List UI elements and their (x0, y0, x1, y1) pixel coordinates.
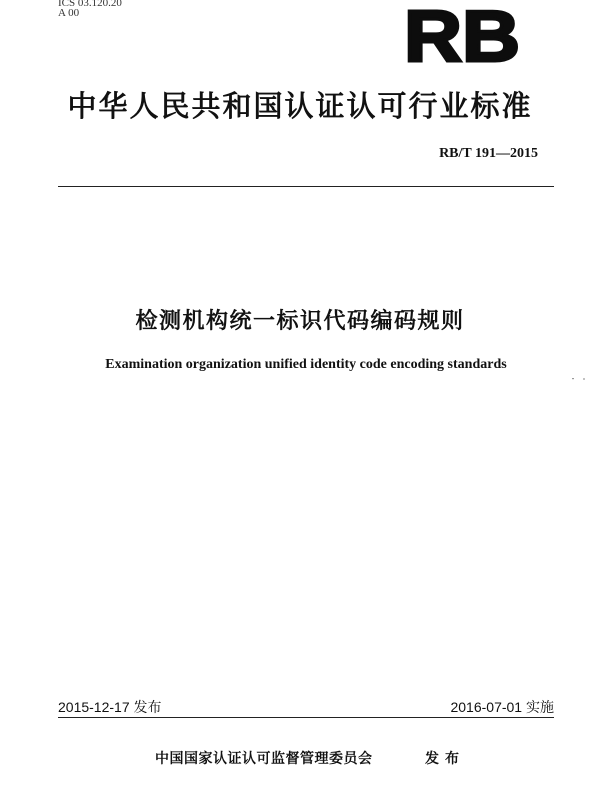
issuing-authority: 中国国家认证认可监督管理委员会 (155, 751, 373, 767)
issue-label: 发布 (425, 751, 465, 767)
standard-number: RB/T 191—2015 (439, 146, 538, 161)
publish-date: 2015-12-17 发布 (58, 699, 162, 715)
rb-logo (403, 4, 521, 64)
document-title-zh: 检测机构统一标识代码编码规则 (135, 309, 465, 334)
footer-divider (58, 717, 554, 718)
scan-speck (572, 378, 586, 380)
series-title: 中华人民共和国认证认可行业标准 (67, 89, 533, 123)
rb-logo-text: RB (404, 4, 520, 64)
classification-code: A 00 (58, 7, 80, 19)
implementation-date: 2016-07-01 实施 (450, 699, 554, 715)
document-title-en: Examination organization unified identity code encoding standards (105, 357, 507, 372)
header-divider (58, 186, 554, 187)
ics-code: ICS 03.120.20 (58, 0, 122, 9)
